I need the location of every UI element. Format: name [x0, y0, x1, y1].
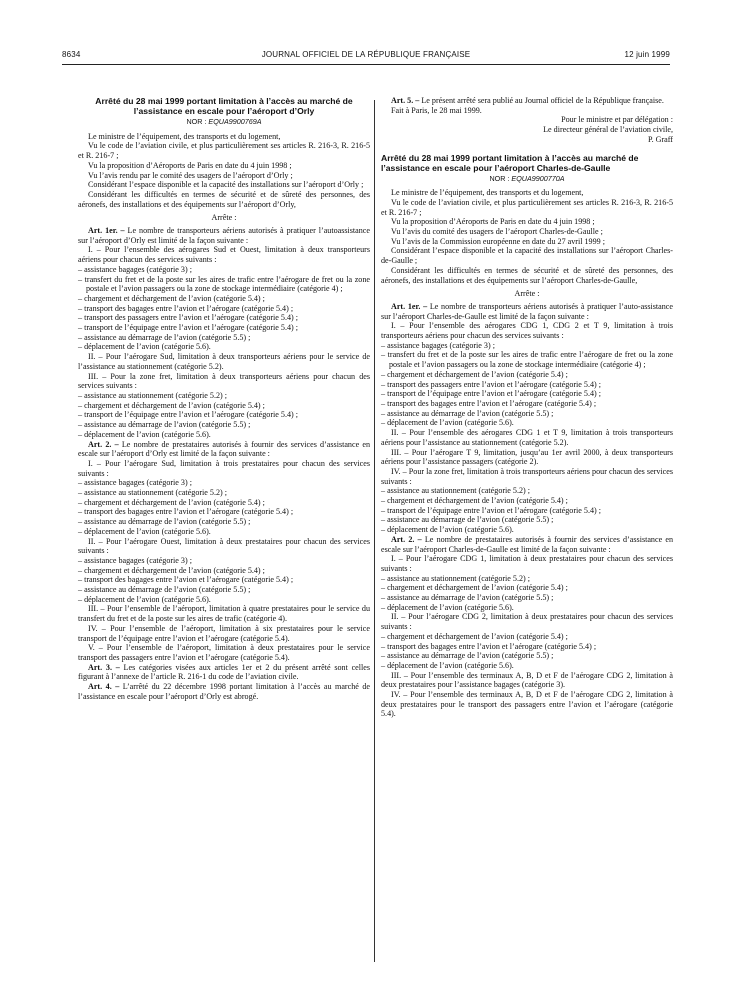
list-item: [381, 574, 673, 584]
paragraph: [381, 612, 673, 631]
paragraph-text: Arrête :: [514, 289, 540, 299]
list-item: [78, 517, 370, 527]
paragraph-text: – déplacement de l’avion (catégorie 5.6).: [381, 660, 514, 670]
list-item: [78, 410, 370, 420]
paragraph: [78, 171, 370, 181]
paragraph-text: V. – Pour l’ensemble de l’aéroport, limitation à deux prestataires pour le service transport des passagers entre l’avion et l’aérogare (catégorie 5.4).: [78, 643, 370, 662]
paragraph: [381, 448, 673, 467]
paragraph-text: P. Graff: [647, 134, 673, 144]
decree-title-cdg: Arrêté du 28 mai 1999 portant limitation à l’accès au marché de l’assistance en escale pour l’aéroport Charles-de-Gaulle: [381, 152, 639, 173]
paragraph-text: Le directeur général de l’aviation civile,: [543, 125, 673, 135]
paragraph: [381, 321, 673, 340]
paragraph-text: – déplacement de l’avion (catégorie 5.6).: [381, 602, 514, 612]
paragraph: [78, 459, 370, 478]
paragraph-text: – assistance au démarrage de l’avion (catégorie 5.5) ;: [381, 515, 554, 525]
paragraph-text: – déplacement de l’avion (catégorie 5.6).: [78, 342, 211, 352]
paragraph-text: II. – Pour l’aérogare Sud, limitation à deux transporteurs aériens pour le service de l’assistance au stationnement (catégorie 5.2).: [78, 352, 370, 371]
paragraph-text: Le présent arrêté sera publié au Journal officiel de la République française.: [419, 96, 664, 105]
page-number: 8634: [62, 50, 81, 59]
paragraph-text: Vu le code de l’aviation civile, et plus particulièrement ses articles R. 216-3, R. 216-5 et R. 216-7 ;: [381, 197, 673, 217]
paragraph-text: – transport des passagers entre l’avion et l’aérogare (catégorie 5.4) ;: [381, 379, 602, 389]
decree-closing-orly: [381, 96, 673, 145]
paragraph-text: I. – Pour l’ensemble des aérogares CDG 1, CDG 2 et T 9, limitation à trois transporteurs aériens pour chacun des services suivants :: [381, 321, 673, 341]
paragraph-text: – assistance bagages (catégorie 3) ;: [78, 478, 192, 488]
paragraph-text: – assistance au stationnement (catégorie 5.2) ;: [381, 573, 531, 583]
list-item: [381, 418, 673, 428]
article-number: Art. 4. –: [88, 682, 120, 692]
paragraph-text: – assistance au démarrage de l’avion (catégorie 5.5) ;: [78, 585, 251, 595]
paragraph-text: Pour le ministre et par délégation :: [561, 115, 673, 125]
decree-title-orly: Arrêté du 28 mai 1999 portant limitation à l’accès au marché de l’assistance en escale pour l’aéroport d’Orly: [95, 96, 353, 116]
paragraph-text: Considérant les difficultés en termes de sécurité et de sûreté des personnes, des aéronefs, des installations et des équipements sur l’aéroport d’Orly,: [78, 189, 370, 209]
paragraph: [78, 372, 370, 391]
list-item: [78, 556, 370, 566]
nor-reference-orly: [78, 117, 370, 127]
paragraph-text: – assistance bagages (catégorie 3) ;: [78, 264, 192, 274]
paragraph-text: I. – Pour l’aérogare CDG 1, limitation à deux prestataires pour chacun des services suivants :: [381, 554, 673, 573]
paragraph: [78, 190, 370, 209]
paragraph-text: – chargement et déchargement de l’avion (catégorie 5.4) ;: [78, 293, 265, 303]
list-item: [381, 632, 673, 642]
paragraph: [78, 141, 370, 160]
paragraph-text: Vu la proposition d’Aéroports de Paris en date du 4 juin 1998 ;: [88, 160, 292, 170]
paragraph: [381, 289, 673, 299]
header-rule: [62, 64, 670, 65]
paragraph: [381, 135, 673, 145]
list-item: [381, 350, 673, 369]
paragraph: [78, 180, 370, 190]
list-item: [78, 575, 370, 585]
paragraph-text: – assistance au démarrage de l’avion (catégorie 5.5) ;: [78, 517, 251, 527]
paragraph-text: – transport de l’équipage entre l’avion et l’aérogare (catégorie 5.4) ;: [381, 505, 602, 515]
list-item: [381, 370, 673, 380]
paragraph: [78, 643, 370, 662]
paragraph-text: – transport des bagages entre l’avion et l’aérogare (catégorie 5.4) ;: [381, 398, 597, 408]
paragraph: [381, 198, 673, 217]
nor-code: EQUA9900770A: [511, 173, 565, 183]
paragraph: [381, 246, 673, 265]
paragraph-text: IV. – Pour la zone fret, limitation à trois transporteurs aériens pour chacun des services suivants :: [381, 466, 673, 486]
article-paragraph: [78, 226, 370, 245]
paragraph-text: – transport des bagages entre l’avion et l’aérogare (catégorie 5.4) ;: [78, 303, 294, 313]
paragraph-text: – transport de l’équipage entre l’avion et l’aérogare (catégorie 5.4) ;: [381, 389, 602, 399]
paragraph: [381, 690, 673, 719]
article-number: Art. 3. –: [88, 662, 120, 672]
paragraph: [381, 428, 673, 447]
paragraph-text: Les catégories visées aux articles 1er et 2 du présent arrêté sont celles figurant à l’annexe de l’article R. 216-1 du code de l’aviation civile.: [78, 662, 370, 682]
nor-prefix: NOR :: [186, 117, 209, 126]
paragraph-text: – transport des passagers entre l’avion et l’aérogare (catégorie 5.4) ;: [78, 313, 299, 323]
paragraph-text: III. – Pour l’aérogare T 9, limitation, jusqu’au 1er avril 2000, à deux transporteurs aériens pour l’assistance passagers (catégorie 2).: [381, 447, 673, 467]
paragraph: [381, 106, 673, 116]
paragraph: [381, 217, 673, 227]
list-item: [78, 527, 370, 537]
paragraph-text: Considérant l’espace disponible et la capacité des installations sur l’aéroport Charles-de-Gaulle ;: [381, 246, 673, 266]
article-paragraph: [78, 663, 370, 682]
article-paragraph: [381, 302, 673, 321]
list-item: [381, 525, 673, 535]
list-item: [78, 304, 370, 314]
paragraph-text: III. – Pour l’ensemble de l’aéroport, limitation à quatre prestataires pour le service du transfert du fret et de la poste sur les aires de trafic (catégorie 4).: [78, 604, 370, 624]
paragraph-text: – assistance au stationnement (catégorie 5.2) ;: [381, 486, 531, 496]
paragraph-text: – transfert du fret et de la poste sur les aires de trafic entre l’aérogare de fret ou la zone postale et l’avion passagers ou la zone de stockage intermédiaire (catégorie 4) ;: [78, 274, 370, 294]
paragraph: [78, 537, 370, 556]
list-item: [78, 333, 370, 343]
paragraph: [78, 213, 370, 223]
decree-body-orly: [78, 132, 370, 702]
paragraph-text: – déplacement de l’avion (catégorie 5.6).: [381, 418, 514, 428]
article-paragraph: [381, 535, 673, 554]
paragraph-text: – assistance au démarrage de l’avion (catégorie 5.5) ;: [381, 408, 554, 418]
paragraph-text: Vu l’avis de la Commission européenne en date du 27 avril 1999 ;: [391, 236, 605, 246]
list-item: [78, 323, 370, 333]
paragraph-text: II. – Pour l’aérogare Ouest, limitation à deux prestataires pour chacun des services suivants :: [78, 536, 370, 556]
paragraph-text: – assistance au démarrage de l’avion (catégorie 5.5) ;: [78, 332, 251, 342]
list-item: [381, 486, 673, 496]
running-header: [62, 50, 670, 64]
list-item: [381, 389, 673, 399]
list-item: [78, 595, 370, 605]
paragraph: [78, 352, 370, 371]
list-item: [78, 585, 370, 595]
paragraph-text: – chargement et déchargement de l’avion (catégorie 5.4) ;: [78, 400, 265, 410]
paragraph-text: Fait à Paris, le 28 mai 1999.: [391, 105, 482, 115]
paragraph-text: – déplacement de l’avion (catégorie 5.6).: [78, 429, 211, 439]
nor-prefix: NOR :: [489, 173, 512, 183]
issue-date: 12 juin 1999: [624, 50, 670, 59]
paragraph-text: II. – Pour l’ensemble des aérogares CDG 1 et T 9, limitation à trois transporteurs aériens pour l’assistance au stationnement (catégorie 5.2).: [381, 428, 673, 447]
paragraph: [78, 604, 370, 623]
list-item: [78, 275, 370, 294]
paragraph-text: Vu la proposition d’Aéroports de Paris en date du 4 juin 1998 ;: [391, 217, 595, 227]
paragraph-text: – chargement et déchargement de l’avion (catégorie 5.4) ;: [381, 496, 568, 506]
list-item: [78, 478, 370, 488]
paragraph-text: – assistance au démarrage de l’avion (catégorie 5.5) ;: [78, 420, 251, 430]
list-item: [78, 566, 370, 576]
article-paragraph: [78, 440, 370, 459]
paragraph: [381, 125, 673, 135]
journal-title: JOURNAL OFFICIEL DE LA RÉPUBLIQUE FRANÇAISE: [261, 50, 471, 59]
column-divider: [374, 100, 375, 962]
list-item: [78, 420, 370, 430]
paragraph-text: Le ministre de l’équipement, des transports et du logement,: [88, 131, 281, 141]
paragraph-text: – chargement et déchargement de l’avion (catégorie 5.4) ;: [78, 497, 265, 507]
decree-body-cdg: [381, 188, 673, 719]
article-number: Art. 2. –: [391, 534, 422, 544]
paragraph: [381, 188, 673, 198]
list-item: [78, 430, 370, 440]
paragraph-text: I. – Pour l’ensemble des aérogares Sud et Ouest, limitation à deux transporteurs aériens pour chacun des services suivants :: [78, 245, 370, 265]
list-item: [78, 488, 370, 498]
paragraph-text: Le nombre de prestataires autorisés à fournir des services d’assistance en escale sur l’aéroport Charles-de-Gaulle est limité de la façon suivante :: [381, 534, 673, 554]
article-number: Art. 1er. –: [88, 226, 125, 236]
list-item: [78, 391, 370, 401]
paragraph: [381, 237, 673, 247]
nor-reference-cdg: [381, 174, 673, 184]
nor-code: EQUA9900769A: [208, 117, 262, 126]
list-item: [381, 651, 673, 661]
paragraph-text: – transport de l’équipage entre l’avion et l’aérogare (catégorie 5.4) ;: [78, 323, 299, 333]
list-item: [381, 380, 673, 390]
paragraph-text: L’arrêté du 22 décembre 1998 portant limitation à l’accès au marché de l’assistance en escale pour l’aéroport d’Orly est abrogé.: [78, 682, 370, 701]
article-number: Art. 2. –: [88, 439, 119, 449]
right-column: [381, 96, 673, 719]
list-item: [381, 583, 673, 593]
paragraph-text: III. – Pour l’ensemble des terminaux A, B, D et F de l’aérogare CDG 2, limitation à deux prestataires pour l’assistance bagages (catégorie 3).: [381, 670, 673, 690]
section-gap: [381, 145, 673, 153]
paragraph-text: Vu le code de l’aviation civile, et plus particulièrement ses articles R. 216-3, R. 216-5 et R. 216-7 ;: [78, 141, 370, 161]
list-item: [78, 498, 370, 508]
paragraph-text: I. – Pour l’aérogare Sud, limitation à trois prestataires pour chacun des services suivants :: [78, 458, 370, 478]
paragraph-text: – transport de l’équipage entre l’avion et l’aérogare (catégorie 5.4) ;: [78, 410, 299, 420]
list-item: [78, 265, 370, 275]
paragraph: [78, 161, 370, 171]
paragraph: [78, 624, 370, 643]
paragraph: [78, 245, 370, 264]
paragraph-text: – assistance au démarrage de l’avion (catégorie 5.5) ;: [381, 651, 554, 661]
list-item: [78, 507, 370, 517]
left-column: [78, 96, 370, 701]
paragraph-text: Le nombre de transporteurs aériens autorisés à pratiquer l’auto-assistance sur l’aéroport Charles-de-Gaulle est limité de la façon suivante :: [381, 301, 673, 321]
paragraph: [381, 115, 673, 125]
paragraph-text: Vu l’avis du comité des usagers de l’aéroport Charles-de-Gaulle ;: [391, 227, 603, 237]
paragraph-text: – chargement et déchargement de l’avion (catégorie 5.4) ;: [381, 631, 568, 641]
paragraph-text: – transport des bagages entre l’avion et l’aérogare (catégorie 5.4) ;: [78, 575, 294, 585]
paragraph-text: – chargement et déchargement de l’avion (catégorie 5.4) ;: [381, 369, 568, 379]
list-item: [381, 661, 673, 671]
paragraph-text: IV. – Pour l’ensemble de l’aéroport, limitation à six prestataires pour le service transport de l’équipage entre l’avion et l’aérogare (catégorie 5.4).: [78, 623, 370, 643]
paragraph-text: II. – Pour l’aérogare CDG 2, limitation à deux prestataires pour chacun des services suivants :: [381, 612, 673, 632]
article-paragraph: [78, 682, 370, 701]
paragraph-text: – transport des bagages entre l’avion et l’aérogare (catégorie 5.4) ;: [381, 641, 597, 651]
paragraph-text: Considérant l’espace disponible et la capacité des installations sur l’aéroport d’Orly ;: [88, 180, 364, 190]
article-paragraph: [381, 96, 673, 106]
paragraph-text: – assistance au stationnement (catégorie 5.2) ;: [78, 488, 228, 498]
paragraph-text: – transport des bagages entre l’avion et l’aérogare (catégorie 5.4) ;: [78, 507, 294, 517]
paragraph-text: – assistance bagages (catégorie 3) ;: [381, 340, 495, 350]
paragraph-text: Considérant les difficultés en termes de sécurité et de sûreté des personnes, des aéronefs, des installations et des équipements sur l’aéroport Charles-de-Gaulle,: [381, 265, 673, 285]
list-item: [78, 313, 370, 323]
list-item: [381, 506, 673, 516]
paragraph-text: Le ministre de l’équipement, des transports et du logement,: [391, 188, 584, 198]
paragraph: [381, 467, 673, 486]
list-item: [78, 342, 370, 352]
paragraph-text: IV. – Pour l’ensemble des terminaux A, B, D et F de l’aérogare CDG 2, limitation à deux prestataires pour le transport des passagers entre l’avion et l’aérogare (catégorie 5.4).: [381, 690, 673, 719]
list-item: [381, 515, 673, 525]
paragraph: [381, 227, 673, 237]
list-item: [381, 593, 673, 603]
article-number: Art. 1er. –: [391, 301, 428, 311]
list-item: [78, 294, 370, 304]
list-item: [381, 409, 673, 419]
paragraph-text: – transfert du fret et de la poste sur les aires de trafic entre l’aérogare de fret ou la zone postale et l’avion passagers ou la zone de stockage intermédiaire (catégorie 4) ;: [381, 350, 673, 370]
paragraph-text: – déplacement de l’avion (catégorie 5.6).: [78, 526, 211, 536]
list-item: [381, 642, 673, 652]
list-item: [381, 341, 673, 351]
paragraph-text: – déplacement de l’avion (catégorie 5.6).: [381, 525, 514, 535]
paragraph: [381, 266, 673, 285]
paragraph-text: III. – Pour la zone fret, limitation à deux transporteurs aériens pour chacun des services suivants :: [78, 371, 370, 391]
paragraph-text: – déplacement de l’avion (catégorie 5.6).: [78, 594, 211, 604]
list-item: [78, 401, 370, 411]
paragraph-text: Vu l’avis rendu par le comité des usagers de l’aéroport d’Orly ;: [88, 170, 293, 180]
paragraph: [381, 554, 673, 573]
paragraph: [381, 671, 673, 690]
paragraph-text: – chargement et déchargement de l’avion (catégorie 5.4) ;: [78, 565, 265, 575]
list-item: [381, 496, 673, 506]
paragraph-text: – assistance au démarrage de l’avion (catégorie 5.5) ;: [381, 593, 554, 603]
paragraph-text: – assistance bagages (catégorie 3) ;: [78, 555, 192, 565]
paragraph-text: Le nombre de transporteurs aériens autorisés à pratiquer l’autoassistance sur l’aéroport d’Orly est limité de la façon suivante :: [78, 226, 370, 245]
paragraph-text: Arrête :: [211, 213, 237, 223]
paragraph-text: – assistance au stationnement (catégorie 5.2) ;: [78, 390, 228, 400]
paragraph-text: Le nombre de prestataires autorisés à fournir des services d’assistance en escale sur l’aéroport d’Orly est limité de la façon suivante :: [78, 439, 370, 459]
article-number: Art. 5. –: [391, 96, 420, 105]
list-item: [381, 399, 673, 409]
paragraph-text: – chargement et déchargement de l’avion (catégorie 5.4) ;: [381, 583, 568, 593]
list-item: [381, 603, 673, 613]
paragraph: [78, 132, 370, 142]
